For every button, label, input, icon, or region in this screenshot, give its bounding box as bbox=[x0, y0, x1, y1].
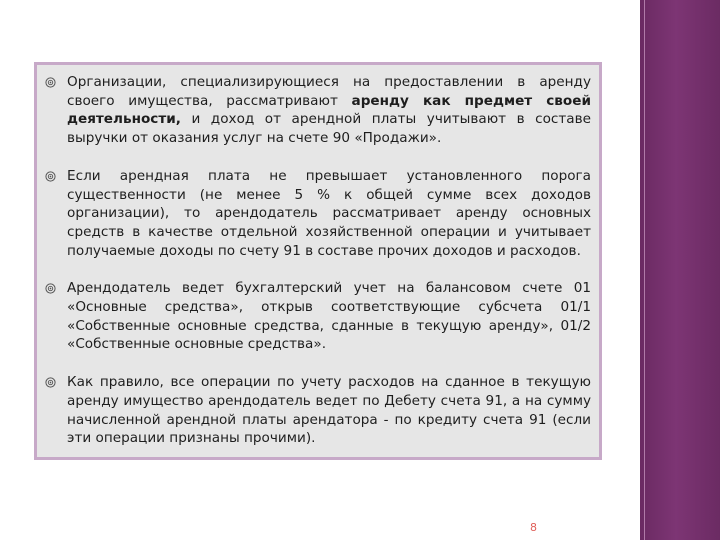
content-box bbox=[34, 62, 602, 460]
bullet-3-text: Арендодатель ведет бухгалтерский учет на балансовом счете 01 «Основные средства», открыв соответствующие субсчета 01/1 «Собственные основные средства, сданные в текущую аренду», 01/2 «Собственные основные средства». bbox=[67, 280, 591, 353]
ornate-circle-bullet-icon bbox=[45, 283, 56, 294]
side-divider-line bbox=[644, 0, 645, 540]
bullet-1-text-start: Организации, специализирующиеся на предоставлении в аренду своего имущества, рассматривают bbox=[67, 74, 591, 109]
bullet-item-2 bbox=[37, 167, 599, 261]
ornate-circle-bullet-icon bbox=[45, 77, 56, 88]
page-number: 8 bbox=[530, 521, 537, 534]
side-decoration-panel bbox=[640, 0, 720, 540]
bullet-4-text: Как правило, все операции по учету расходов на сданное в текущую аренду имущество арендодатель ведет по Дебету счета 91, а на сумму начисленной арендной платы арендатора - по кредиту счета 91 (если эти операции признаны прочими). bbox=[67, 374, 591, 447]
bullet-item-1 bbox=[37, 73, 599, 148]
ornate-circle-bullet-icon bbox=[45, 377, 56, 388]
ornate-circle-bullet-icon bbox=[45, 171, 56, 182]
bullet-list bbox=[37, 73, 599, 448]
bullet-item-4 bbox=[37, 373, 599, 448]
bullet-item-3 bbox=[37, 279, 599, 354]
bullet-1-text-end: и доход от арендной платы учитывают в составе выручки от оказания услуг на счете 90 «Продажи». bbox=[67, 111, 591, 147]
bullet-2-text: Если арендная плата не превышает установленного порога существенности (не менее 5 % к общей сумме всех доходов организации), то арендодатель рассматривает аренду основных средств в качестве отдельной хозяйственной операции и учитывает получаемые доходы по счету 91 в составе прочих доходов и расходов. bbox=[67, 167, 591, 259]
bullet-1-bold-text: аренду как предмет своей деятельности, bbox=[67, 92, 591, 128]
